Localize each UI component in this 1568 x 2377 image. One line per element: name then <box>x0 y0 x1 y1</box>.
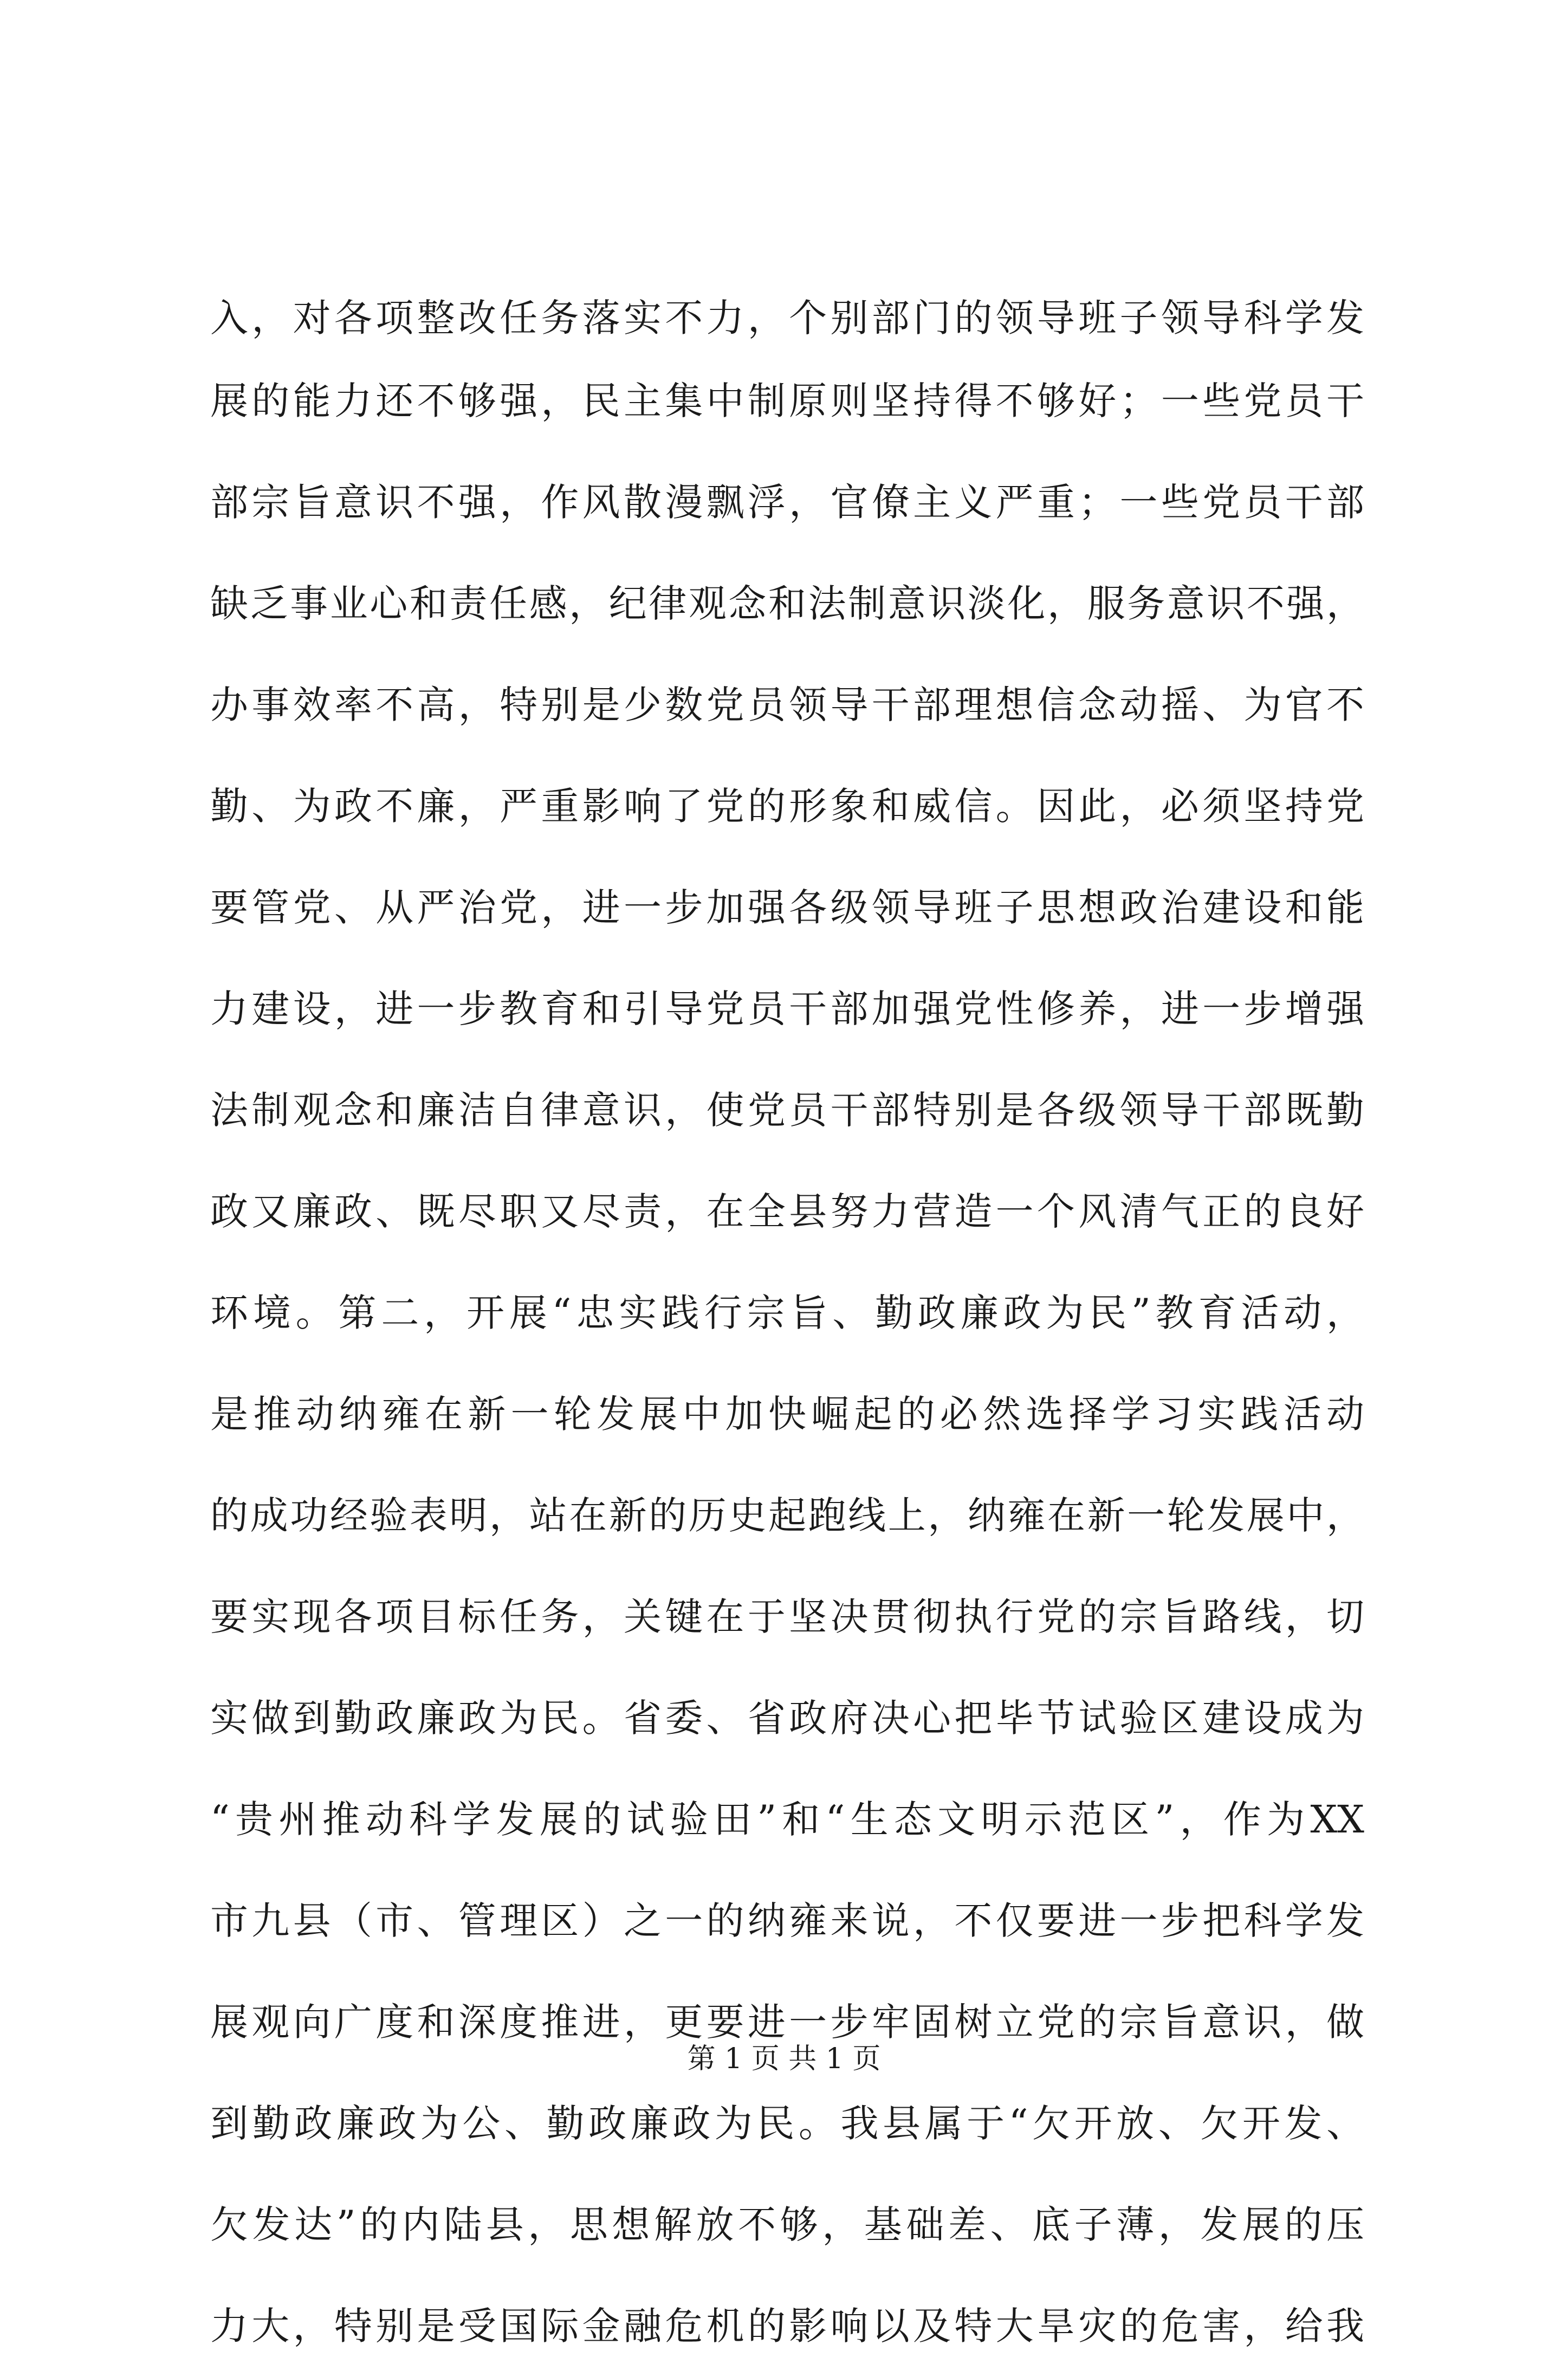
text-line: 展观向广度和深度推进，更要进一步牢固树立党的宗旨意识，做 <box>210 2000 1364 2044</box>
text-line: 入，对各项整改任务落实不力，个别部门的领导班子领导科学发 <box>210 296 1364 340</box>
text-line: 市九县（市、管理区）之一的纳雍来说，不仅要进一步把科学发 <box>210 1899 1364 1943</box>
text-line: 勤、为政不廉，严重影响了党的形象和威信。因此，必须坚持党 <box>210 784 1364 828</box>
text-line: 办事效率不高，特别是少数党员领导干部理想信念动摇、为官不 <box>210 683 1364 727</box>
text-line: 部宗旨意识不强，作风散漫飘浮，官僚主义严重；一些党员干部 <box>210 480 1364 524</box>
text-line: 要实现各项目标任务，关键在于坚决贯彻执行党的宗旨路线，切 <box>210 1595 1364 1639</box>
text-line: 要管党、从严治党，进一步加强各级领导班子思想政治建设和能 <box>210 885 1364 930</box>
text-line: 的成功经验表明，站在新的历史起跑线上，纳雍在新一轮发展中， <box>210 1493 1364 1538</box>
text-line: 环境。第二，开展“忠实践行宗旨、勤政廉政为民”教育活动， <box>210 1291 1364 1335</box>
text-line: 展的能力还不够强，民主集中制原则坚持得不够好；一些党员干 <box>210 379 1364 423</box>
text-line: 欠发达”的内陆县，思想解放不够，基础差、底子薄，发展的压 <box>210 2203 1364 2247</box>
text-line: 缺乏事业心和责任感，纪律观念和法制意识淡化，服务意识不强， <box>210 581 1364 626</box>
text-line: 到勤政廉政为公、勤政廉政为民。我县属于“欠开放、欠开发、 <box>210 2101 1364 2146</box>
text-line: 法制观念和廉洁自律意识，使党员干部特别是各级领导干部既勤 <box>210 1088 1364 1132</box>
page-footer <box>0 2037 1568 2081</box>
text-line: 力建设，进一步教育和引导党员干部加强党性修养，进一步增强 <box>210 987 1364 1031</box>
text-line: 实做到勤政廉政为民。省委、省政府决心把毕节试验区建设成为 <box>210 1696 1364 1740</box>
text-line: 政又廉政、既尽职又尽责，在全县努力营造一个风清气正的良好 <box>210 1189 1364 1234</box>
text-line: 力大，特别是受国际金融危机的影响以及特大旱灾的危害，给我 <box>210 2304 1364 2348</box>
text-line: “贵州推动科学发展的试验田”和“生态文明示范区”，作为XX <box>210 1797 1364 1842</box>
text-line: 是推动纳雍在新一轮发展中加快崛起的必然选择学习实践活动 <box>210 1392 1364 1436</box>
page-number-label: 第 1 页 共 1 页 <box>687 2043 881 2075</box>
